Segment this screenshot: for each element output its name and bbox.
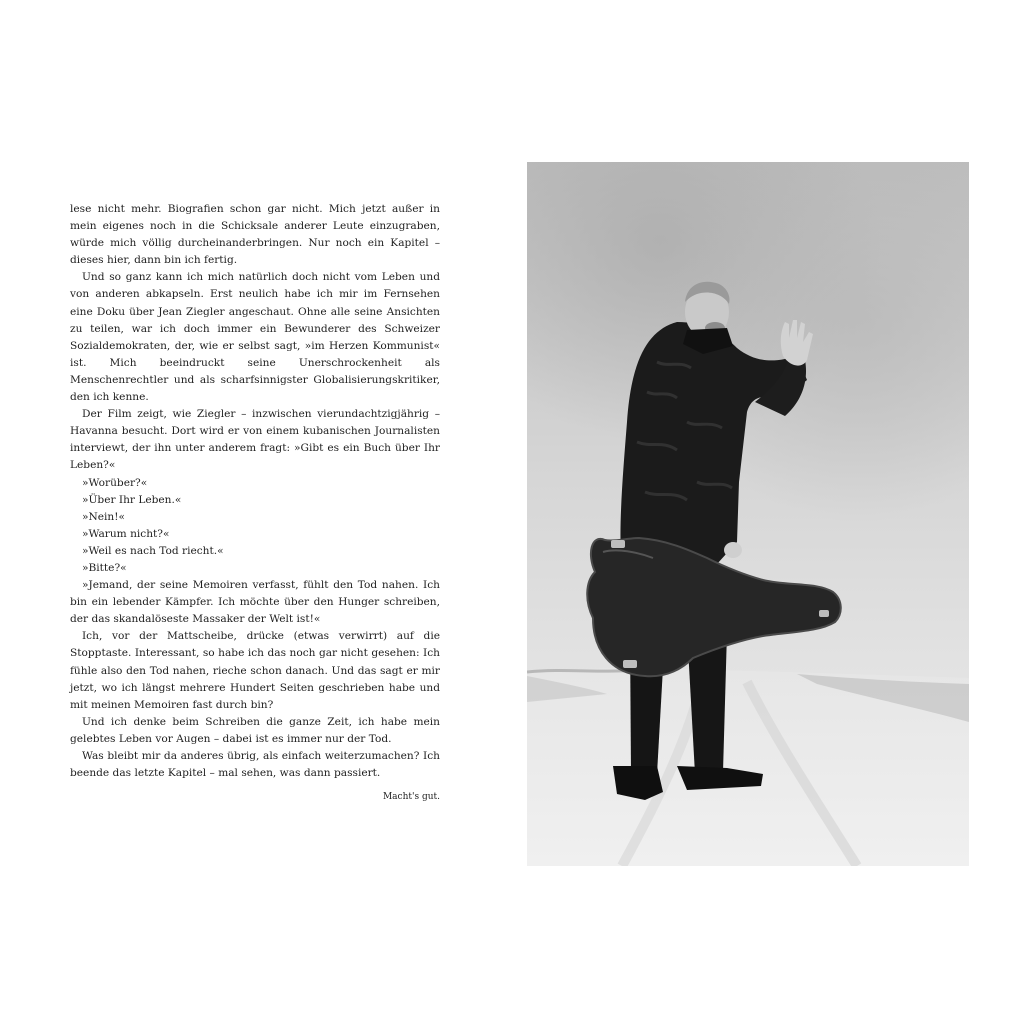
paragraph: Der Film zeigt, wie Ziegler – inzwischen vierundachtzigjährig – Havanna besucht. Dort wird er von einem kubanischen Journalisten interviewt, der ihn unter anderem fragt: »Gibt es ein Buch über Ihr Leben?«: [70, 408, 440, 472]
paragraph: Und ich denke beim Schreiben die ganze Zeit, ich habe mein gelebtes Leben vor Augen – dabei ist es immer nur der Tod.: [70, 715, 440, 745]
dialogue-line: »Über Ihr Leben.«: [82, 493, 182, 506]
photo-man-waving-with-guitar-case: [527, 162, 969, 866]
dialogue-line: »Bitte?«: [82, 561, 127, 574]
paragraph: Ich, vor der Mattscheibe, drücke (etwas verwirrt) auf die Stopptaste. Interessant, so habe ich das noch gar nicht gesehen: Ich fühle also den Tod nahen, rieche schon danach. Und das sagt er mir jetzt, wo ich längst mehrere Hundert Seiten geschrieben habe und mit meinen Memoiren fast durch bin?: [70, 630, 440, 711]
paragraph: Und so ganz kann ich mich natürlich doch nicht vom Leben und von anderen abkapseln. Erst neulich habe ich mir im Fernsehen eine Doku über Jean Ziegler angeschaut. Ohne alle seine Ansichten zu teilen, war ich doch immer ein Bewunderer des Schweizer Sozialdemokraten, der, wie er selbst sagt, »im Herzen Kommunist« ist. Mich beeindruckt seine Unerschrockenheit als Menschenrechtler und als scharfsinnigster Globalisierungskritiker, den ich kenne.: [70, 271, 440, 404]
dialogue-line: »Warum nicht?«: [82, 527, 170, 540]
paragraph: »Jemand, der seine Memoiren verfasst, fühlt den Tod nahen. Ich bin ein lebender Kämpfer. Ich möchte über den Hunger schreiben, der das skandalöseste Massaker der Welt ist!«: [70, 579, 440, 626]
dialogue-line: »Nein!«: [82, 510, 125, 523]
dialogue-line: »Worüber?«: [82, 476, 148, 489]
paragraph: Was bleibt mir da anderes übrig, als einfach weiterzumachen? Ich beende das letzte Kapitel – mal sehen, was dann passiert.: [70, 750, 440, 780]
dialogue-line: »Weil es nach Tod riecht.«: [82, 544, 224, 557]
sign-off: Macht's gut.: [382, 792, 440, 802]
left-page-text: [70, 201, 440, 782]
paragraph: lese nicht mehr. Biografien schon gar nicht. Mich jetzt außer in mein eigenes noch in die Schicksale anderer Leute einzugraben, würde mich völlig durcheinanderbringen. Nur noch ein Kapitel – dieses hier, dann bin ich fertig.: [70, 203, 440, 267]
